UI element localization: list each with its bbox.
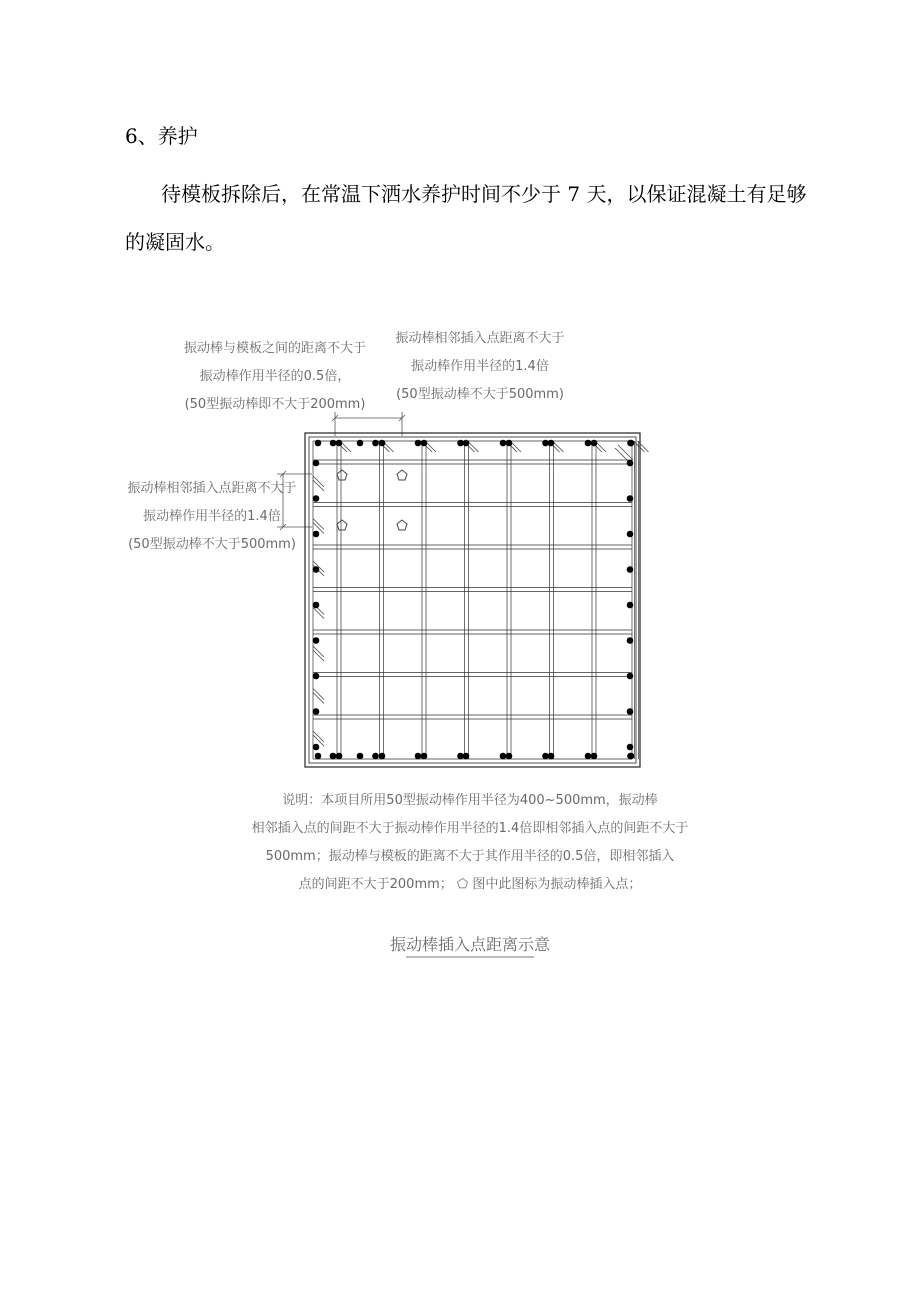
description-line4: 点的间距不大于200mm； ⬠ 图中此图标为振动棒插入点； [298, 877, 642, 892]
figure-caption: 振动棒插入点距离示意 [389, 935, 551, 954]
top-right-label-line3: (50型振动棒不大于500mm) [396, 387, 564, 402]
rebar-dot [313, 495, 320, 502]
rebar-dot [585, 753, 592, 760]
top-annotation [184, 340, 366, 412]
rebar-dot [357, 753, 364, 760]
rebar-dot [415, 440, 422, 447]
rebar-dot [506, 753, 513, 760]
rebar-dot [379, 440, 386, 447]
insertion-point-icon [337, 470, 347, 480]
left-label-line2: 振动棒作用半径的1.4倍 [143, 509, 281, 524]
rebar-dot [372, 753, 379, 760]
rebar-dot [336, 440, 343, 447]
insertion-point-icon [397, 520, 407, 530]
left-label-line1: 振动棒相邻插入点距离不大于 [127, 481, 297, 496]
left-label-line3: (50型振动棒不大于500mm) [128, 537, 296, 552]
rebar-dot [313, 708, 320, 715]
rebar-dot [313, 744, 320, 751]
rebar-dot [457, 753, 464, 760]
insertion-point-icon [397, 470, 407, 480]
rebar-dot [591, 440, 598, 447]
insertion-points [337, 470, 407, 530]
rebar-dot [315, 753, 322, 760]
rebar-dot [500, 440, 507, 447]
rebar-dot [457, 440, 464, 447]
left-annotation [127, 480, 296, 552]
description-line3: 500mm；振动棒与模板的距离不大于其作用半径的0.5倍，即相邻插入 [265, 849, 675, 864]
curing-paragraph: 待模板拆除后，在常温下洒水养护时间不少于 7 天，以保证混凝土有足够的凝固水。 [125, 182, 807, 254]
rebar-dot [591, 753, 598, 760]
rebar-dot [313, 602, 320, 609]
stirrup-hooks [313, 441, 649, 746]
rebar-dot [313, 637, 320, 644]
top-right-label-line2: 振动棒作用半径的1.4倍 [411, 359, 549, 374]
rebar-dot [627, 744, 634, 751]
rebar-dot [313, 673, 320, 680]
rebar-dot [330, 753, 337, 760]
rebar-dot [627, 440, 634, 447]
stirrup-grid [313, 441, 639, 759]
rebar-dot [627, 637, 634, 644]
top-label-line2: 振动棒作用半径的0.5倍， [199, 369, 351, 384]
rebar-dot [627, 495, 634, 502]
rebar-dot [372, 440, 379, 447]
rebar-dot [627, 460, 634, 467]
rebar-dot [542, 753, 549, 760]
rebar-dot [627, 673, 634, 680]
rebar-dot [315, 440, 322, 447]
rebar-dot [379, 753, 386, 760]
rebar-dot [506, 440, 513, 447]
rebar-dot [627, 566, 634, 573]
rebar-dot [313, 460, 320, 467]
rebar-dot [415, 753, 422, 760]
rebar-dot [627, 753, 634, 760]
rebar-dot [500, 753, 507, 760]
rebar-dot [421, 753, 428, 760]
section-heading: 6、养护 [125, 124, 198, 148]
description-note [252, 792, 689, 892]
description-line1: 说明：本项目所用50型振动棒作用半径为400~500mm，振动棒 [282, 793, 658, 808]
rebar-dot [421, 440, 428, 447]
insertion-point-icon [337, 520, 347, 530]
rebar-dot [357, 440, 364, 447]
column-outline [305, 433, 640, 767]
description-line2: 相邻插入点的间距不大于振动棒作用半径的1.4倍即相邻插入点的间距不大于 [251, 821, 689, 836]
rebar-dot [627, 531, 634, 538]
rebar-dot [627, 708, 634, 715]
rebar-dot [585, 440, 592, 447]
rebar-dot [313, 566, 320, 573]
rebar-dot [336, 753, 343, 760]
rebar-dots [313, 440, 635, 760]
rebar-dot [330, 440, 337, 447]
rebar-dot [542, 440, 549, 447]
top-right-annotation [395, 330, 564, 402]
top-label-line1: 振动棒与模板之间的距离不大于 [183, 341, 367, 356]
rebar-dot [313, 531, 320, 538]
top-right-label-line1: 振动棒相邻插入点距离不大于 [395, 331, 565, 346]
rebar-dot [627, 602, 634, 609]
top-label-line3: (50型振动棒即不大于200mm) [184, 397, 366, 412]
